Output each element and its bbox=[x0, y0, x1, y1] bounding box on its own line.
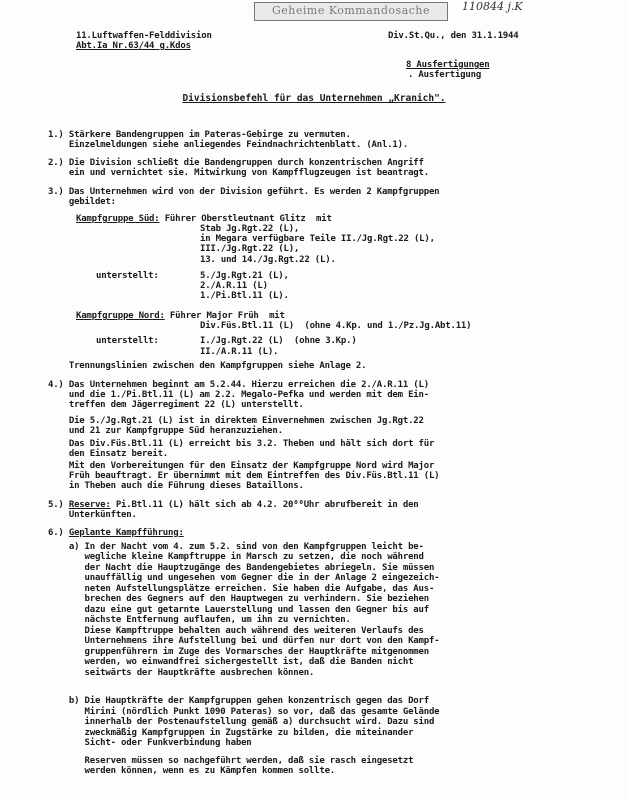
sued-unit-1: Stab Jg.Rgt.22 (L), bbox=[200, 224, 300, 234]
paragraph-1-line-1: 1.) Stärkere Bandengruppen im Pateras-Gebirge zu vermuten. bbox=[48, 130, 351, 140]
copies-count: 8 Ausfertigungen bbox=[406, 60, 490, 70]
paragraph-4-line-3: treffen dem Jägerregiment 22 (L) unterstellt. bbox=[48, 400, 304, 410]
kampfgruppe-sued-line bbox=[76, 214, 332, 224]
paragraph-4-line-2: und die 1./Pi.Btl.11 (L) am 2.2. Megalo-Pefka und werden mit dem Ein- bbox=[48, 390, 429, 400]
paragraph-2-line-1: 2.) Die Division schließt die Bandengruppen durch konzentrischen Angriff bbox=[48, 158, 424, 168]
place-date: Div.St.Qu., den 31.1.1944 bbox=[388, 31, 519, 41]
handwritten-signature: 110844 j.K bbox=[462, 0, 523, 13]
paragraph-4-line-1: 4.) Das Unternehmen beginnt am 5.2.44. Hierzu erreichen die 2./A.R.11 (L) bbox=[48, 380, 429, 390]
item-a-line-2: wegliche kleine Kampftruppe in Marsch zu setzen, die noch während bbox=[48, 552, 424, 562]
item-a-line-1: a) In der Nacht vom 4. zum 5.2. sind von den Kampfgruppen leicht be- bbox=[48, 542, 424, 552]
copy-number: . Ausfertigung bbox=[408, 70, 482, 80]
reserve-heading: Reserve: bbox=[68, 500, 111, 510]
paragraph-4-line-8: Mit den Vorbereitungen für den Einsatz der Kampfgruppe Nord wird Major bbox=[48, 461, 435, 471]
kampfgruppe-nord-leader: Führer Major Früh mit bbox=[164, 311, 285, 321]
kampfgruppe-nord-line bbox=[76, 311, 285, 321]
item-b-line-1: b) Die Hauptkräfte der Kampfgruppen gehen konzentrisch gegen das Dorf bbox=[48, 696, 429, 706]
sued-unit-2: in Megara verfügbare Teile II./Jg.Rgt.22 (L), bbox=[200, 234, 435, 244]
nord-attached-label: unterstellt: bbox=[96, 336, 159, 346]
document-title: Divisionsbefehl für das Unternehmen „Kranich". bbox=[182, 93, 446, 104]
nord-attached-unit-1: I./Jg.Rgt.22 (L) (ohne 3.Kp.) bbox=[200, 336, 357, 346]
item-b-line-2: Mirini (nördlich Punkt 1090 Pateras) so vor, daß das gesamte Gelände bbox=[48, 707, 440, 717]
paragraph-6-number: 6.) bbox=[48, 528, 69, 538]
paragraph-3-line-1: 3.) Das Unternehmen wird von der Division geführt. Es werden 2 Kampfgruppen bbox=[48, 187, 440, 197]
nord-unit-1: Div.Füs.Btl.11 (L) (ohne 4.Kp. und 1./Pz.Jg.Abt.11) bbox=[200, 321, 472, 331]
item-b-line-4: zweckmäßig Kampfgruppen in Zugstärke zu bilden, die miteinander bbox=[48, 728, 414, 738]
kampfgruppe-sued-heading: Kampfgruppe Süd: bbox=[76, 214, 160, 224]
sued-unit-3: III./Jg.Rgt.22 (L), bbox=[200, 244, 300, 254]
sued-attached-label: unterstellt: bbox=[96, 271, 159, 281]
sued-attached-unit-1: 5./Jg.Rgt.21 (L), bbox=[200, 271, 289, 281]
item-b-line-7: werden können, wenn es zu Kämpfen kommen sollte. bbox=[48, 766, 336, 776]
paragraph-4-line-5: und 21 zur Kampfgruppe Süd heranzuziehen. bbox=[48, 426, 283, 436]
paragraph-5-line-1 bbox=[48, 500, 419, 510]
paragraph-4-line-7: den Einsatz bereit. bbox=[48, 449, 169, 459]
paragraph-4-line-4: Die 5./Jg.Rgt.21 (L) ist in direktem Einvernehmen zwischen Jg.Rgt.22 bbox=[48, 416, 424, 426]
sued-unit-4: 13. und 14./Jg.Rgt.22 (L). bbox=[200, 255, 336, 265]
sued-attached-unit-2: 2./A.R.11 (L) bbox=[200, 281, 268, 291]
item-a-line-11: gruppenführern im Zuge des Vormarsches der Hauptkräfte mitgenommen bbox=[48, 647, 429, 657]
reserve-text: Pi.Btl.11 (L) hält sich ab 4.2. 20⁰⁰Uhr abrufbereit in den bbox=[110, 500, 419, 510]
item-b-line-6: Reserven müssen so nachgeführt werden, daß sie rasch eingesetzt bbox=[48, 756, 414, 766]
paragraph-4-line-10: in Theben auch die Führung dieses Bataillons. bbox=[48, 481, 304, 491]
item-a-line-10: Unternehmens ihre Aufstellung bei und dürfen nur dort von den Kampf- bbox=[48, 636, 440, 646]
paragraph-1-line-2: Einzelmeldungen siehe anliegendes Feindnachrichtenblatt. (Anl.1). bbox=[48, 140, 409, 150]
item-a-line-6: brechen des Gegners auf den Hauptwegen zu verhindern. Sie beziehen bbox=[48, 594, 429, 604]
item-a-line-12: werden, wo einwandfrei sichergestellt ist, daß die Banden nicht bbox=[48, 657, 414, 667]
item-a-line-3: der Nacht die Hauptzugänge des Bandengebietes abriegeln. Sie müssen bbox=[48, 563, 435, 573]
item-a-line-7: dazu eine gut getarnte Lauerstellung und lassen den Gegner bis auf bbox=[48, 605, 429, 615]
sued-attached-unit-3: 1./Pi.Btl.11 (L). bbox=[200, 291, 289, 301]
reference-number: Abt.Ia Nr.63/44 g.Kdos bbox=[76, 41, 191, 51]
item-a-line-13: seitwärts der Hauptkräfte ausbrechen können. bbox=[48, 668, 315, 678]
item-a-line-4: unauffällig und ungesehen vom Gegner die in der Anlage 2 eingezeich- bbox=[48, 573, 440, 583]
kampfgruppe-sued-leader: Führer Oberstleutnant Glitz mit bbox=[159, 214, 332, 224]
paragraph-3-line-2: gebildet: bbox=[48, 197, 116, 207]
item-a-line-5: neten Aufstellungsplätze erreichen. Sie haben die Aufgabe, das Aus- bbox=[48, 584, 435, 594]
paragraph-4-line-9: Früh beauftragt. Er übernimmt mit dem Eintreffen des Div.Füs.Btl.11 (L) bbox=[48, 471, 440, 481]
secret-stamp: Geheime Kommandosache bbox=[254, 2, 448, 21]
kampfgruppe-nord-heading: Kampfgruppe Nord: bbox=[76, 311, 165, 321]
paragraph-5-number: 5.) bbox=[48, 500, 69, 510]
paragraph-5-line-2: Unterkünften. bbox=[48, 510, 137, 520]
item-a-line-9: Diese Kampftruppe behalten auch während des weiteren Verlaufs des bbox=[48, 626, 424, 636]
unit-name: 11.Luftwaffen-Felddivision bbox=[76, 31, 212, 41]
item-b-line-5: Sicht- oder Funkverbindung haben bbox=[48, 738, 252, 748]
paragraph-2-line-2: ein und vernichtet sie. Mitwirkung von Kampfflugzeugen ist beantragt. bbox=[48, 168, 429, 178]
paragraph-4-line-6: Das Div.Füs.Btl.11 (L) erreicht bis 3.2. Theben und hält sich dort für bbox=[48, 439, 435, 449]
paragraph-6-heading-line bbox=[48, 528, 184, 538]
item-a-line-8: nächste Entfernung auflaufen, um ihn zu vernichten. bbox=[48, 615, 351, 625]
planned-combat-heading: Geplante Kampfführung: bbox=[68, 528, 184, 538]
item-b-line-3: innerhalb der Postenaufstellung gemäß a) durchsucht wird. Dazu sind bbox=[48, 717, 435, 727]
boundary-note: Trennungslinien zwischen den Kampfgruppen siehe Anlage 2. bbox=[48, 361, 367, 371]
nord-attached-unit-2: II./A.R.11 (L). bbox=[200, 347, 279, 357]
